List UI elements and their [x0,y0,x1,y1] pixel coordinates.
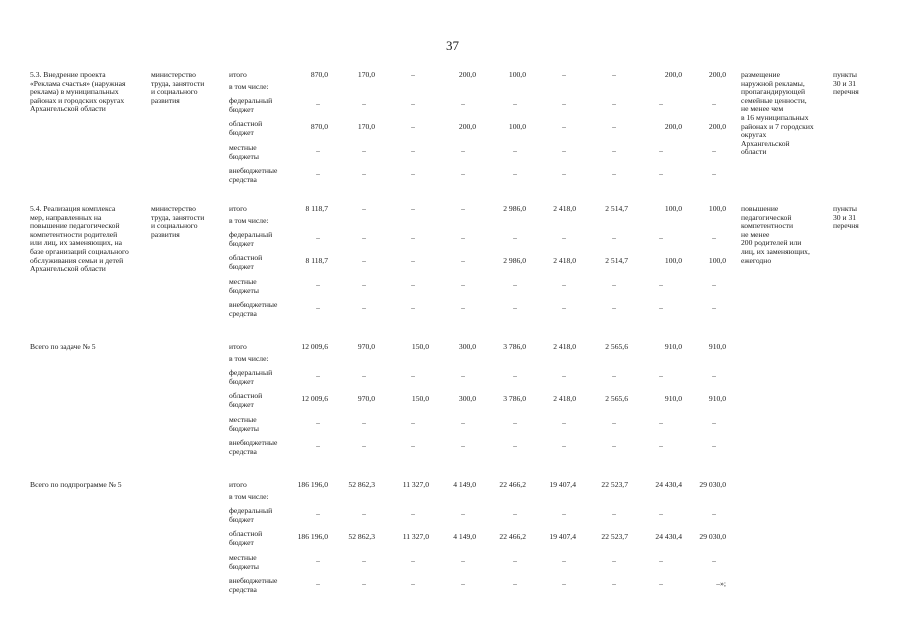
value-cell: 970,0 [357,394,375,403]
value-cell: – [362,233,366,242]
block-title-line: Всего по подпрограмме № 5 [30,480,122,489]
result-line: ежегодно [741,255,772,265]
value-cell: – [461,99,465,108]
value-cell: – [659,146,663,155]
value-cell: – [316,280,320,289]
reference-line: пункты [833,204,857,213]
funding-source-label: областной [229,119,263,128]
funding-source-label: местные [229,553,257,562]
value-cell: 300,0 [458,342,476,351]
funding-source-label: бюджет [229,514,254,524]
value-cell: – [712,99,716,108]
value-cell: – [316,371,320,380]
value-cell: – [513,418,517,427]
result-line: лиц, их заменяющих, [741,247,810,256]
value-cell: – [411,280,415,289]
value-cell: – [411,122,415,131]
value-cell: 150,0 [411,342,429,351]
value-cell: 2 514,7 [605,204,628,213]
value-cell: – [562,99,566,108]
value-cell: – [562,70,566,79]
block-title-line: базе организаций социального [30,247,129,256]
value-cell: – [659,509,663,518]
block-title-line: Всего по задаче № 5 [30,342,96,351]
value-cell: – [316,441,320,450]
value-cell: 100,0 [664,204,682,213]
value-cell: – [362,280,366,289]
value-cell: 200,0 [664,70,682,79]
value-cell: 2 418,0 [553,204,576,213]
value-cell: 200,0 [708,70,726,79]
value-cell: – [612,146,616,155]
value-cell: – [411,303,415,312]
value-cell: – [562,441,566,450]
funding-source-label: итого [229,204,247,213]
value-cell: 100,0 [508,122,526,131]
value-cell: – [411,256,415,265]
funding-source-label: бюджеты [229,423,259,433]
executor-line: развития [151,95,180,105]
reference-line: 30 и 31 [833,212,857,222]
value-cell: – [659,280,663,289]
value-cell: – [362,556,366,565]
value-cell: – [362,579,366,588]
executor-line: труда, занятости [151,78,205,88]
value-cell: 910,0 [664,394,682,403]
value-cell: 2 418,0 [553,256,576,265]
result-line: семейные ценности, [741,95,807,105]
result-line: пропагандирующей [741,87,806,97]
value-cell: – [411,70,415,79]
executor-line: развития [151,229,180,239]
value-cell: 2 418,0 [553,342,576,351]
value-cell: – [316,169,320,178]
block-title-line: «Реклама счастья» (наружная [30,78,126,88]
result-line: в 16 муниципальных [741,113,809,122]
funding-source-label: федеральный [229,230,273,239]
value-cell: – [612,418,616,427]
block-title-line: обслуживания семьи и детей [30,255,124,265]
value-cell: 11 327,0 [402,480,429,489]
funding-source-label: местные [229,143,257,152]
value-cell: – [659,303,663,312]
value-cell: – [712,371,716,380]
funding-source-label: внебюджетные [229,166,278,175]
funding-source-label: внебюджетные [229,576,278,585]
value-cell: – [411,204,415,213]
funding-source-label: бюджет [229,399,254,409]
value-cell: 100,0 [708,256,726,265]
result-line: области [741,147,767,157]
result-line: наружной рекламы, [741,78,805,88]
block-title-line: компетентности родителей [30,229,118,239]
value-cell: – [362,99,366,108]
value-cell: – [461,280,465,289]
value-cell: – [659,371,663,380]
value-cell: – [461,204,465,213]
value-cell: 200,0 [664,122,682,131]
funding-source-label: в том числе: [229,492,269,501]
value-cell: – [659,418,663,427]
value-cell: 2 565,6 [605,342,628,351]
value-cell: – [513,233,517,242]
value-cell: – [513,579,517,588]
funding-source-label: бюджет [229,104,254,114]
funding-source-label: бюджеты [229,561,259,571]
value-cell: – [562,418,566,427]
value-cell: – [316,303,320,312]
value-cell: 200,0 [458,122,476,131]
block-title-line: Архангельской области [30,264,106,274]
value-cell: – [712,169,716,178]
value-cell: 8 118,7 [305,256,328,265]
block-title-line: 5.3. Внедрение проекта [30,70,106,79]
value-cell: 2 418,0 [553,394,576,403]
block-title-line: мер, направленных на [30,212,102,222]
value-cell: – [461,418,465,427]
value-cell: 200,0 [708,122,726,131]
funding-source-label: бюджет [229,376,254,386]
value-cell: – [612,280,616,289]
value-cell: – [513,146,517,155]
reference-line: перечня [833,221,859,231]
value-cell: 22 523,7 [601,532,628,541]
value-cell: – [316,579,320,588]
value-cell: 8 118,7 [305,204,328,213]
value-cell: – [712,509,716,518]
value-cell: – [411,169,415,178]
value-cell: 910,0 [664,342,682,351]
value-cell: – [316,556,320,565]
funding-source-label: областной [229,529,263,538]
value-cell: – [712,556,716,565]
value-cell: – [411,371,415,380]
value-cell: – [712,233,716,242]
value-cell: 24 430,4 [655,532,682,541]
funding-source-label: средства [229,446,257,456]
result-line: не менее [741,229,770,239]
value-cell: 52 862,3 [348,532,375,541]
value-cell: – [659,169,663,178]
value-cell: – [411,556,415,565]
value-cell: – [316,233,320,242]
funding-source-label: средства [229,308,257,318]
value-cell: – [513,441,517,450]
page-number: 37 [446,38,459,53]
value-cell: 2 986,0 [503,204,526,213]
value-cell: – [612,233,616,242]
value-cell: – [712,441,716,450]
value-cell: 910,0 [708,342,726,351]
value-cell: 170,0 [357,122,375,131]
funding-source-label: внебюджетные [229,438,278,447]
funding-source-label: бюджет [229,261,254,271]
value-cell: 11 327,0 [402,532,429,541]
funding-source-label: итого [229,342,247,351]
result-line: округах [741,130,767,140]
funding-source-label: средства [229,584,257,594]
result-line: педагогической [741,212,792,222]
value-cell: 22 466,2 [499,480,526,489]
value-cell: – [513,280,517,289]
value-cell: – [411,441,415,450]
value-cell: – [316,146,320,155]
value-cell: – [513,556,517,565]
value-cell: – [362,169,366,178]
value-cell: – [562,371,566,380]
value-cell: – [712,146,716,155]
value-cell: – [411,146,415,155]
value-cell: – [316,509,320,518]
value-cell: – [562,509,566,518]
result-line: 200 родителей или [741,238,802,248]
reference-line: перечня [833,87,859,97]
funding-source-label: итого [229,480,247,489]
value-cell: 4 149,0 [453,480,476,489]
value-cell: 100,0 [708,204,726,213]
funding-source-label: федеральный [229,96,273,105]
value-cell: – [461,579,465,588]
funding-source-label: итого [229,70,247,79]
value-cell: – [411,418,415,427]
value-cell: – [461,146,465,155]
value-cell: – [612,579,616,588]
value-cell: – [362,441,366,450]
funding-source-label: в том числе: [229,82,269,91]
value-cell: – [562,579,566,588]
funding-source-label: бюджет [229,127,254,137]
value-cell: – [316,99,320,108]
value-cell: – [712,418,716,427]
value-cell: – [659,556,663,565]
value-cell: – [411,579,415,588]
reference-line: пункты [833,70,857,79]
value-cell: – [461,303,465,312]
value-cell: 870,0 [310,122,328,131]
value-cell: 100,0 [664,256,682,265]
value-cell: 22 466,2 [499,532,526,541]
value-cell: 2 514,7 [605,256,628,265]
value-cell: – [562,556,566,565]
value-cell: 300,0 [458,394,476,403]
funding-source-label: внебюджетные [229,300,278,309]
value-cell: – [712,303,716,312]
value-cell: 29 030,0 [699,532,726,541]
result-line: повышение [741,204,779,213]
value-cell: – [562,169,566,178]
value-cell: – [362,303,366,312]
value-cell: 24 430,4 [655,480,682,489]
value-cell: – [513,99,517,108]
block-title-line: Архангельской области [30,104,106,114]
value-cell: 2 986,0 [503,256,526,265]
value-cell: – [362,256,366,265]
value-cell: – [513,169,517,178]
value-cell: – [562,303,566,312]
value-cell: 2 565,6 [605,394,628,403]
value-cell: – [461,169,465,178]
value-cell: – [461,556,465,565]
executor-line: труда, занятости [151,212,205,222]
funding-source-label: бюджеты [229,151,259,161]
value-cell: – [562,146,566,155]
value-cell: – [411,99,415,108]
value-cell: – [659,441,663,450]
value-cell: – [461,441,465,450]
value-cell: – [659,233,663,242]
value-cell: – [612,99,616,108]
value-cell: – [712,280,716,289]
value-cell: – [362,146,366,155]
funding-source-label: областной [229,253,263,262]
result-line: не менее чем [741,104,784,114]
executor-line: и социального [151,221,198,231]
value-cell: 4 149,0 [453,532,476,541]
value-cell: – [659,99,663,108]
value-cell: 200,0 [458,70,476,79]
funding-source-label: областной [229,391,263,400]
value-cell: – [513,509,517,518]
value-cell: 186 196,0 [297,480,328,489]
value-cell: – [513,371,517,380]
value-cell: 186 196,0 [297,532,328,541]
value-cell: 870,0 [310,70,328,79]
funding-source-label: федеральный [229,368,273,377]
funding-source-label: бюджеты [229,285,259,295]
funding-source-label: федеральный [229,506,273,515]
value-cell: – [562,122,566,131]
value-cell: – [461,256,465,265]
block-title-line: или лиц, их заменяющих, на [30,238,123,248]
funding-source-label: местные [229,415,257,424]
value-cell: – [562,280,566,289]
block-title-line: районах и городских округах [30,95,125,105]
value-cell: – [513,303,517,312]
funding-source-label: бюджет [229,238,254,248]
block-title-line: реклама) в муниципальных [30,87,119,97]
value-cell: 970,0 [357,342,375,351]
value-cell: 150,0 [411,394,429,403]
executor-line: и социального [151,87,198,97]
value-cell: 170,0 [357,70,375,79]
value-cell: – [612,303,616,312]
value-cell: – [612,509,616,518]
funding-source-label: бюджет [229,537,254,547]
funding-source-label: в том числе: [229,354,269,363]
value-cell: – [612,371,616,380]
value-cell: – [562,233,566,242]
value-cell: – [362,371,366,380]
funding-source-label: местные [229,277,257,286]
executor-line: министерство [151,204,196,213]
value-cell: 910,0 [708,394,726,403]
value-cell: – [612,441,616,450]
executor-line: министерство [151,70,196,79]
value-cell: – [461,233,465,242]
result-line: компетентности [741,221,794,231]
value-cell: – [411,233,415,242]
value-cell: 19 407,4 [549,532,576,541]
value-cell: 19 407,4 [549,480,576,489]
value-cell: – [612,556,616,565]
value-cell: – [362,418,366,427]
value-cell: 29 030,0 [699,480,726,489]
funding-source-label: средства [229,174,257,184]
value-cell: 3 786,0 [503,394,526,403]
value-cell: 52 862,3 [348,480,375,489]
value-cell: – [461,509,465,518]
value-cell: 3 786,0 [503,342,526,351]
value-cell: 12 009,6 [301,394,328,403]
block-title-line: 5.4. Реализация комплекса [30,204,116,213]
value-cell: – [316,418,320,427]
value-cell: 100,0 [508,70,526,79]
result-line: размещение [741,70,780,79]
value-cell: 12 009,6 [301,342,328,351]
result-line: Архангельской [741,138,790,148]
value-cell: – [612,122,616,131]
value-cell: – [362,509,366,518]
value-cell: – [612,169,616,178]
value-cell: – [461,371,465,380]
value-cell: – [612,70,616,79]
value-cell: – [362,204,366,213]
block-title-line: повышение педагогической [30,221,120,231]
reference-line: 30 и 31 [833,78,857,88]
value-cell: – [659,579,663,588]
funding-source-label: в том числе: [229,216,269,225]
value-cell: – [411,509,415,518]
value-cell: –»; [716,579,726,588]
result-line: районах и 7 городских [741,121,814,131]
value-cell: 22 523,7 [601,480,628,489]
